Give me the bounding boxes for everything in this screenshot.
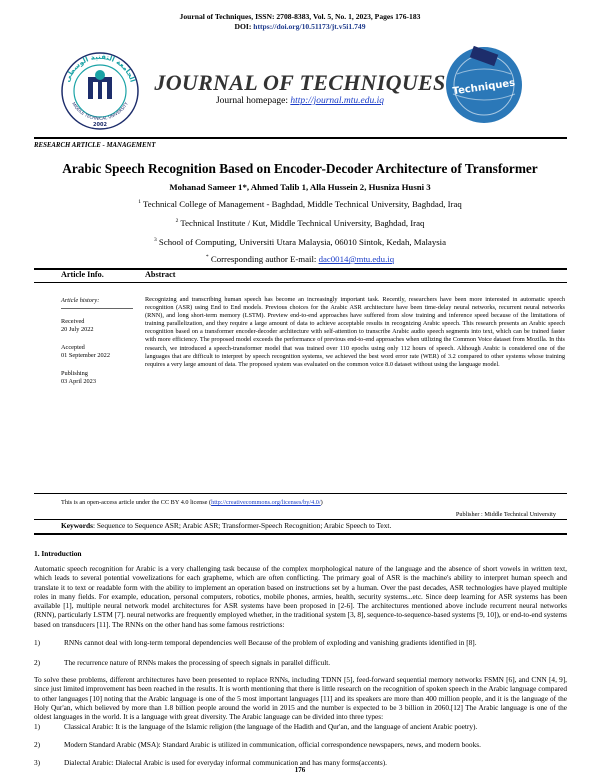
journal-logo-text: Techniques — [452, 77, 516, 98]
info-header-rule — [34, 282, 567, 283]
journal-homepage: Journal homepage: http://journal.mtu.edu.iq — [215, 96, 385, 106]
info-top-rule — [34, 268, 567, 270]
journal-name: JOURNAL OF TECHNIQUES — [154, 70, 446, 95]
homepage-link[interactable]: http://journal.mtu.edu.iq — [290, 96, 385, 106]
university-logo — [58, 47, 142, 131]
article-type: RESEARCH ARTICLE - MANAGEMENT — [34, 142, 156, 149]
logo-year: 2002 — [93, 122, 107, 128]
keywords-bottom-rule — [34, 533, 567, 535]
affiliation-2: $^2$ Technical Institute / Kut, Middle Technical University, Baghdad, Iraq — [175, 218, 425, 228]
logo-arabic-text: الجامعة التقنية الوسطى — [63, 52, 137, 84]
article-title: Arabic Speech Recognition Based on Encoder-Decoder Architecture of Transformer — [62, 161, 538, 176]
license-link[interactable]: http://creativecommons.org/licenses/by/4.0/ — [211, 499, 321, 506]
keywords-top-rule — [34, 519, 567, 520]
intro-paragraph-1: Automatic speech recognition for Arabic is a very challenging task because of the complex morphological nature of the language and the absence of short vowels in written text, which leads to several potential vowelizations for each grapheme, which are often conflicting. The primary goal of ASR is the machine's ability to interpret human speech and translate it to text or readable form with the ability to implement an operation based on instructions set by a human. Over the past decades, ASR technologies have played multiple roles in many fields. For example, education, personal computers, robotics, mobile phones, armies, health, security systems...etc. Since deep learning for ASR systems has been available [1], multiple neural network model architectures for ASR systems have been proposed in [2-6]. The architectures mentioned above include recurrent neural networks (RNN), particularly LSTM [7]. neural networks are frequently employed whether, in the traditional system [3, 8], sequence-to-sequence-based systems [9, 10]), or end-to-end systems based on transducers [11]. The RNNs on the other hand has some famous restrictions: — [34, 564, 567, 629]
publisher-line: Publisher : Middle Technical University — [455, 511, 556, 518]
citation-line: Journal of Techniques, ISSN: 2708-8383, Vol. 5, No. 1, 2023, Pages 176-183 — [179, 12, 421, 21]
abstract-heading: Abstract — [145, 270, 176, 279]
doi-line: DOI: https://doi.org/10.51173/jt.v5i1.749 — [234, 22, 366, 31]
history-label: Article history: — [61, 297, 100, 304]
affiliation-3: $^3$ School of Computing, Universiti Utara Malaysia, 06010 Sintok, Kedah, Malaysia — [153, 237, 447, 247]
author-list: Mohanad Sameer 1*, Ahmed Talib 1, Alla Hussein 2, Husniza Husni 3 — [169, 182, 431, 192]
introduction-heading: 1. Introduction — [34, 549, 82, 558]
corresponding-author: * Corresponding author E-mail: dac0014@mtu.edu.iq — [205, 254, 395, 264]
page-number: 176 — [294, 766, 306, 774]
received-block: Received 20 July 2022 — [61, 318, 94, 333]
journal-logo — [443, 44, 525, 126]
keywords-line: Keywords: Sequence to Sequence ASR; Arabic ASR; Transformer-Speech Recognition; Arabic Speech to Text. — [61, 521, 392, 530]
abstract-text: Recognizing and transcribing human speech has become an increasingly important task. Recently, researchers have been more interested in automatic speech recognition (ASR) using End to End models. Previous choices for the Arabic ASR architecture have been time-delay neural networks, recurrent neural networks (RNN), and long short-term memory (LSTM). Preview end-to-end approaches have suffered from slow training and inference speed because of the limitations of training parallelization, and they require a large amount of data to achieve acceptable results in recognizing Arabic speech. This research presents an Arabic speech recognition based on a transformer encoder-decoder architecture with self-attention to transcribe Arabic audio speech segments into text, which can be trained faster with more efficiency. The proposed model exceeds the performance of previous end-to-end approaches when utilizing the Common Voice dataset from Mozilla. In this research, we introduced a speech-transformer model that was trained over 110 epochs using only 112 hours of speech. Although Arabic is considered one of the languages that are difficult to interpret by speech recognition systems, we achieved the best word error rate (WER) of 3.2 compared to other systems whose training requires a very large amount of data. The proposed system was evaluated on the common voice 8.0 dataset without using the language model. — [145, 296, 565, 368]
intro-paragraph-2: To solve these problems, different architectures have been presented to replace RNNs, including TDNN [5], feed-forward sequential memory networks FSMN [6], and CNN [4, 9], since just limited improvement has been reached in the results. It is worth mentioning that there is little research on the recognition of spoken speech in the Arabic language compared to other languages [10] noting that the Arabic language is one of the 5 most important languages [11] and its speakers are more than 400 million people, and it is the language of the Holy Qur'an, which believed by more than 1.8 billion people around the world in 2015 and the number is expected to be 3 billion in 2060.[12] The Arabic language is one of the oldest languages in the world. It is a language with great diversity. The Arabic language can be divided into three types: — [34, 675, 567, 722]
doi-link[interactable]: https://doi.org/10.51173/jt.v5i1.749 — [253, 22, 366, 31]
affiliation-1: $^1$ Technical College of Management - Baghdad, Middle Technical University, Baghdad, Iraq — [138, 199, 462, 209]
header-divider — [34, 137, 567, 139]
article-info-heading: Article Info. — [61, 270, 104, 279]
article-history — [61, 297, 99, 305]
license-rule — [34, 493, 567, 494]
logo-english-text: MIDDLE TECHNICAL UNIVERSITY — [71, 101, 129, 121]
publishing-block: Publishing 03 April 2023 — [61, 370, 96, 385]
running-header — [0, 12, 600, 32]
license-line: This is an open-access article under the CC BY 4.0 license (http://creativecommons.org/licenses/by/4.0/) — [61, 499, 323, 506]
accepted-block: Accepted 01 September 2022 — [61, 344, 110, 359]
corresponding-email-link[interactable]: dac0014@mtu.edu.iq — [318, 254, 395, 264]
history-rule — [61, 308, 133, 309]
